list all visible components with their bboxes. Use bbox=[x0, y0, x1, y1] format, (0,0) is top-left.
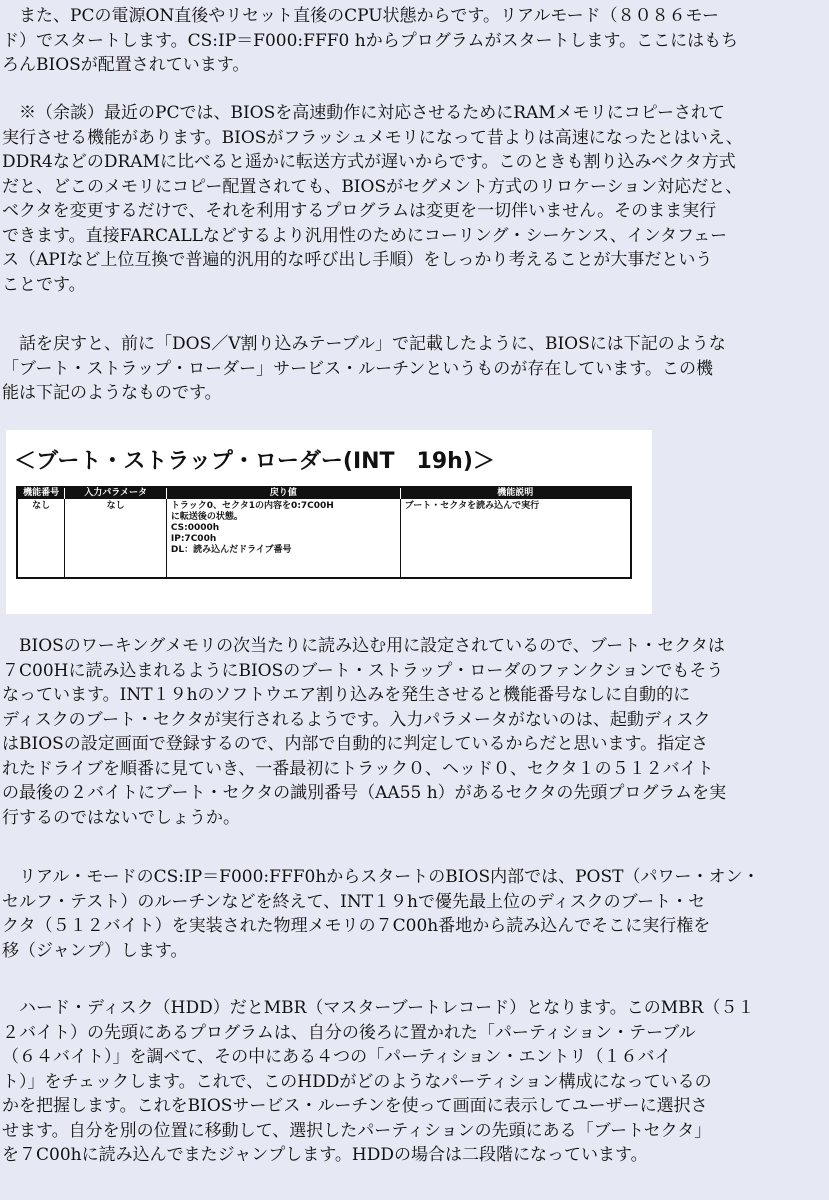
text-line: ことです。 bbox=[2, 274, 86, 295]
table-header-row bbox=[17, 487, 631, 499]
header-description: 機能説明 bbox=[400, 487, 631, 499]
paragraph-mbr bbox=[2, 996, 824, 1168]
text-line: 移（ジャンプ）します。 bbox=[2, 940, 188, 961]
text-line: また、PCの電源ON直後やリセット直後のCPU状態からです。リアルモード（８０８６モー bbox=[2, 6, 719, 26]
text-line: BIOSのワーキングメモリの次当たりに読み込む用に設定されているので、ブート・セクタは bbox=[2, 636, 725, 656]
paragraph-boot-loader-intro bbox=[2, 332, 824, 406]
cell-return-value bbox=[166, 499, 400, 578]
header-return-value: 戻り値 bbox=[166, 487, 400, 499]
text-line: 行するのではないでしょうか。 bbox=[2, 807, 240, 828]
header-input-param: 入力パラメータ bbox=[65, 487, 167, 499]
header-func-no: 機能番号 bbox=[17, 487, 65, 499]
return-line: に転送後の状態。 bbox=[170, 512, 243, 522]
text-line: かを把握します。これをBIOSサービス・ルーチンを使って画面に表示してユーザーに選択さ bbox=[2, 1096, 708, 1116]
text-line: 能は下記のようなものです。 bbox=[2, 383, 222, 403]
text-line: 話を戻すと、前に「DOS／V割り込みテーブル」で記載したように、BIOSには下記のような bbox=[2, 334, 726, 354]
paragraph-intro bbox=[2, 4, 824, 78]
text-line: クタ（５１２バイト）を実装された物理メモリの７C00h番地から読み込んでそこに実行権を bbox=[2, 916, 711, 936]
text-line: ハード・ディスク（HDD）だとMBR（マスターブートレコード）となります。このMBR（５１ bbox=[2, 998, 755, 1018]
text-line: 実行させる機能があります。BIOSがフラッシュメモリになって昔よりは高速になったとはいえ、 bbox=[2, 127, 743, 148]
function-table bbox=[16, 486, 632, 579]
paragraph-post bbox=[2, 865, 824, 963]
table-row bbox=[17, 499, 631, 578]
text-line: セルフ・テスト）のルーチンなどを終えて、INT１９hで優先最上位のディスクのブート・セ bbox=[2, 891, 706, 912]
text-line: ７C00Hに読み込まれるようにBIOSのブート・ストラップ・ローダのファンクションでもそう bbox=[2, 660, 724, 681]
cell-description: ブート・セクタを読み込んで実行 bbox=[400, 499, 631, 578]
text-line: ス（APIなど上位互換で普遍的汎用的な呼び出し手順）をしっかり考えることが大事だという bbox=[2, 250, 713, 270]
return-line: DL：読み込んだドライブ番号 bbox=[170, 545, 292, 555]
return-line: IP:7C00h bbox=[170, 534, 217, 544]
text-line: 「ブート・ストラップ・ローダー」サービス・ルーチンというものが存在しています。この機 bbox=[2, 358, 713, 379]
text-line: を７C00hに読み込んでまたジャンプします。HDDの場合は二段階になっています。 bbox=[2, 1145, 648, 1165]
return-line: トラック0、セクタ1の内容を0:7C00H bbox=[170, 501, 334, 511]
return-line: CS:0000h bbox=[170, 523, 220, 533]
boot-loader-figure bbox=[6, 430, 652, 614]
text-line: れたドライブを順番に見ていき、一番最初にトラック０、ヘッド０、セクタ１の５１２バイト bbox=[2, 758, 714, 779]
cell-func-no: なし bbox=[32, 501, 51, 511]
text-line: だと、どこのメモリにコピー配置されても、BIOSがセグメント方式のリロケーション対応だと、 bbox=[2, 176, 743, 197]
paragraph-boot-sector bbox=[2, 634, 824, 830]
text-line: はBIOSの設定画面で登録するので、内部で自動的に判定しているからだと思います。指定さ bbox=[2, 734, 709, 754]
figure-title: ＜ブート・ストラップ・ローダー(INT 19h)＞ bbox=[14, 449, 495, 474]
text-line: ろんBIOSが配置されています。 bbox=[2, 55, 250, 75]
text-line: ※（余談）最近のPCでは、BIOSを高速動作に対応させるためにRAMメモリにコピーされて bbox=[2, 103, 726, 123]
text-line: ベクタを変更するだけで、それを利用するプログラムは変更を一切伴いません。そのまま実行 bbox=[2, 201, 717, 221]
text-line: リアル・モードのCS:IP＝F000:FFF0hからスタートのBIOS内部では、POST（パワー・オン・ bbox=[2, 867, 760, 887]
text-line: （６４バイト）」を調べて、その中にある４つの「パーティション・エントリ（１６バイ bbox=[2, 1047, 672, 1067]
text-line: ド）でスタートします。CS:IP＝F000:FFF0 hからプログラムがスタートします。ここにはもち bbox=[2, 30, 739, 51]
text-line: できます。直接FARCALLなどするより汎用性のためにコーリング・シーケンス、インタフェー bbox=[2, 225, 728, 246]
cell-input-param: なし bbox=[65, 499, 167, 578]
text-line: DDR4などのDRAMに比べると遥かに転送方式が遅いからです。このときも割り込みベクタ方式 bbox=[2, 152, 736, 172]
text-line: ディスクのブート・セクタが実行されるようです。入力パラメータがないのは、起動ディスク bbox=[2, 709, 711, 730]
text-line: ト）」をチェックします。これで、このHDDがどのようなパーティション構成になっているの bbox=[2, 1071, 712, 1092]
text-line: の最後の２バイトにブート・セクタの識別番号（AA55 h）があるセクタの先頭プログラムを実 bbox=[2, 783, 727, 803]
text-line: せます。自分を別の位置に移動して、選択したパーティションの先頭にある「ブートセクタ」 bbox=[2, 1120, 712, 1141]
text-line: ２バイト）の先頭にあるプログラムは、自分の後ろに置かれた「パーティション・テーブル bbox=[2, 1022, 696, 1043]
text-line: なっています。INT１９hのソフトウエア割り込みを発生させると機能番号なしに自動的に bbox=[2, 685, 691, 705]
paragraph-aside bbox=[2, 101, 824, 297]
